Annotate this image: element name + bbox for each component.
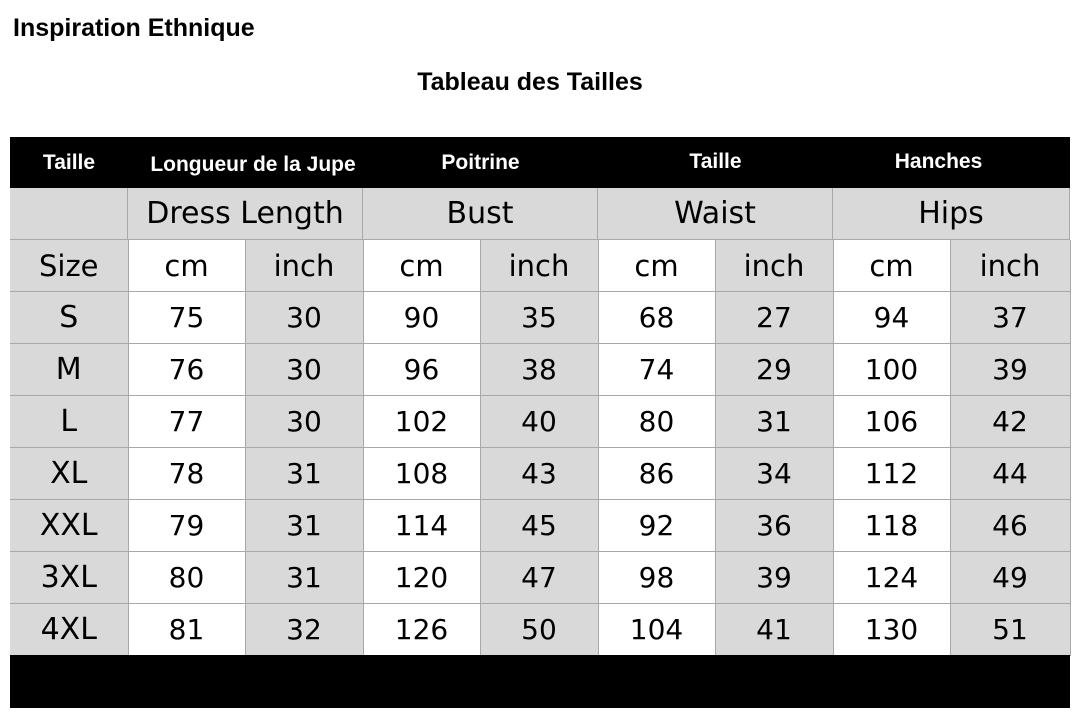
- cell-length-in: 31: [245, 552, 363, 604]
- english-header-row: [10, 188, 1070, 240]
- cell-length-cm: 79: [128, 500, 245, 552]
- cell-hips-in: 42: [950, 396, 1070, 448]
- en-header-blank: [10, 188, 128, 240]
- table-row: [10, 344, 1070, 396]
- table-row: [10, 448, 1070, 500]
- table-row: [10, 500, 1070, 552]
- cell-hips-in: 37: [950, 292, 1070, 344]
- cell-length-in: 30: [245, 292, 363, 344]
- footer-bar: [10, 655, 1070, 708]
- cell-hips-cm: 100: [833, 344, 950, 396]
- cell-waist-in: 41: [715, 604, 833, 656]
- unit-size: Size: [10, 240, 128, 292]
- cell-length-in: 30: [245, 396, 363, 448]
- unit-bust-inch: inch: [480, 240, 598, 292]
- unit-length-inch: inch: [245, 240, 363, 292]
- cell-size: XXL: [10, 500, 128, 552]
- cell-bust-in: 43: [480, 448, 598, 500]
- cell-size: S: [10, 292, 128, 344]
- table-row: [10, 292, 1070, 344]
- cell-waist-in: 39: [715, 552, 833, 604]
- size-chart: [10, 137, 1070, 708]
- cell-bust-cm: 90: [363, 292, 480, 344]
- en-header-bust: Bust: [363, 188, 598, 240]
- unit-row: [10, 240, 1070, 292]
- cell-size: M: [10, 344, 128, 396]
- cell-waist-cm: 92: [598, 500, 715, 552]
- cell-waist-in: 34: [715, 448, 833, 500]
- cell-waist-cm: 86: [598, 448, 715, 500]
- unit-hips-cm: cm: [833, 240, 950, 292]
- table-row: [10, 604, 1070, 656]
- cell-waist-cm: 74: [598, 344, 715, 396]
- cell-length-cm: 80: [128, 552, 245, 604]
- cell-waist-in: 27: [715, 292, 833, 344]
- fr-header-length: Longueur de la Jupe: [150, 153, 356, 176]
- cell-hips-in: 44: [950, 448, 1070, 500]
- fr-header-bust: Poitrine: [441, 151, 520, 174]
- cell-hips-cm: 118: [833, 500, 950, 552]
- unit-waist-cm: cm: [598, 240, 715, 292]
- cell-hips-cm: 94: [833, 292, 950, 344]
- cell-bust-cm: 126: [363, 604, 480, 656]
- cell-length-in: 30: [245, 344, 363, 396]
- en-header-hips: Hips: [833, 188, 1070, 240]
- cell-waist-in: 36: [715, 500, 833, 552]
- cell-hips-in: 51: [950, 604, 1070, 656]
- fr-header-hips: Hanches: [894, 150, 983, 173]
- table-row: [10, 396, 1070, 448]
- cell-size: 4XL: [10, 604, 128, 656]
- cell-waist-cm: 98: [598, 552, 715, 604]
- cell-bust-in: 40: [480, 396, 598, 448]
- cell-waist-cm: 80: [598, 396, 715, 448]
- page-title: Tableau des Tailles: [417, 68, 643, 96]
- cell-hips-cm: 130: [833, 604, 950, 656]
- cell-bust-in: 35: [480, 292, 598, 344]
- unit-hips-inch: inch: [950, 240, 1070, 292]
- cell-bust-cm: 96: [363, 344, 480, 396]
- cell-length-cm: 75: [128, 292, 245, 344]
- cell-hips-cm: 112: [833, 448, 950, 500]
- cell-hips-in: 39: [950, 344, 1070, 396]
- cell-length-in: 31: [245, 500, 363, 552]
- cell-length-cm: 77: [128, 396, 245, 448]
- cell-size: L: [10, 396, 128, 448]
- table-row: [10, 552, 1070, 604]
- cell-bust-in: 38: [480, 344, 598, 396]
- cell-bust-cm: 108: [363, 448, 480, 500]
- cell-size: 3XL: [10, 552, 128, 604]
- cell-waist-in: 29: [715, 344, 833, 396]
- cell-size: XL: [10, 448, 128, 500]
- cell-bust-in: 47: [480, 552, 598, 604]
- fr-header-size: Taille: [42, 151, 96, 174]
- unit-length-cm: cm: [128, 240, 245, 292]
- cell-waist-cm: 68: [598, 292, 715, 344]
- french-header-row: [10, 137, 1070, 188]
- cell-hips-cm: 124: [833, 552, 950, 604]
- cell-length-in: 31: [245, 448, 363, 500]
- fr-header-waist: Taille: [689, 150, 742, 173]
- unit-waist-inch: inch: [715, 240, 833, 292]
- cell-length-in: 32: [245, 604, 363, 656]
- cell-bust-cm: 102: [363, 396, 480, 448]
- cell-length-cm: 76: [128, 344, 245, 396]
- cell-waist-in: 31: [715, 396, 833, 448]
- unit-bust-cm: cm: [363, 240, 480, 292]
- cell-bust-in: 50: [480, 604, 598, 656]
- en-header-waist: Waist: [598, 188, 833, 240]
- size-table: [10, 240, 1071, 656]
- cell-length-cm: 81: [128, 604, 245, 656]
- cell-bust-cm: 114: [363, 500, 480, 552]
- cell-hips-cm: 106: [833, 396, 950, 448]
- cell-length-cm: 78: [128, 448, 245, 500]
- en-header-length: Dress Length: [128, 188, 363, 240]
- cell-waist-cm: 104: [598, 604, 715, 656]
- cell-hips-in: 49: [950, 552, 1070, 604]
- brand-name: Inspiration Ethnique: [13, 14, 255, 42]
- cell-bust-cm: 120: [363, 552, 480, 604]
- cell-bust-in: 45: [480, 500, 598, 552]
- cell-hips-in: 46: [950, 500, 1070, 552]
